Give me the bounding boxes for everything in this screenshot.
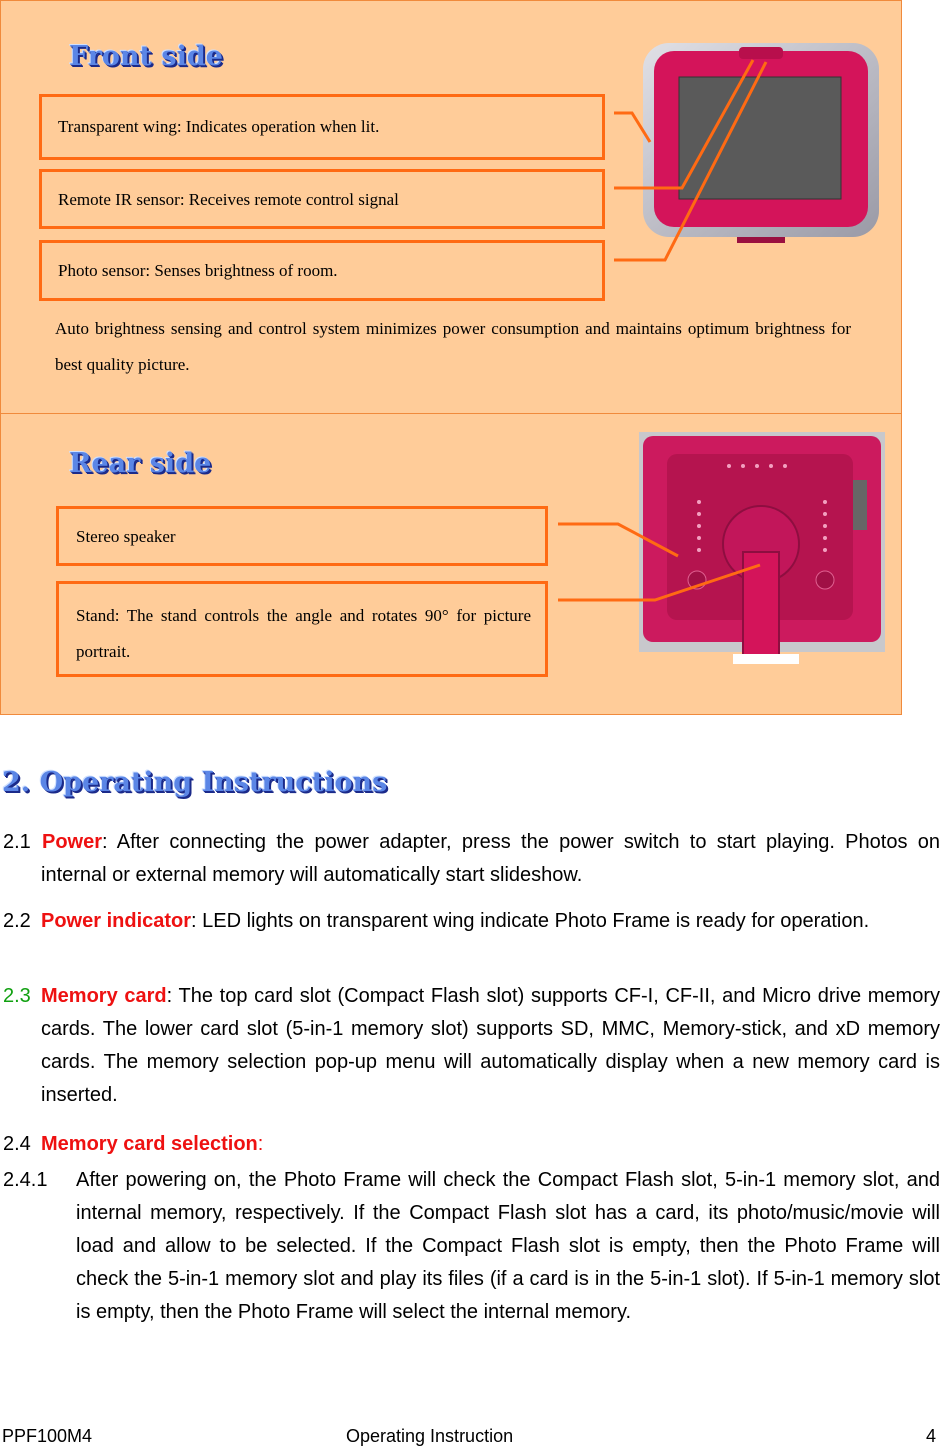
rear-side-panel	[0, 413, 902, 715]
item-power-on-check	[0, 1164, 940, 1329]
stand-callout	[56, 581, 548, 677]
transparent-wing-text: Transparent wing: Indicates operation when lit.	[58, 117, 380, 136]
item-text: : The top card slot (Compact Flash slot) supports CF-I, CF-II, and Micro drive memory cards. The lower card slot (5-in-1 memory slot) supports SD, MMC, Memory-stick, and xD memory cards. The memory selection pop-up menu will automatically display when a new memory card is inserted.	[41, 985, 940, 1106]
front-side-panel	[0, 0, 902, 414]
item-text: : After connecting the power adapter, press the power switch to start playing. Photos on internal or external memory will automatically start slideshow.	[41, 831, 940, 886]
footer-doc-title: Operating Instruction	[346, 1426, 514, 1446]
item-number: 2.2	[3, 910, 31, 932]
auto-brightness-description: Auto brightness sensing and control system minimizes power consumption and maintains optimum brightness for best quality picture.	[55, 319, 851, 374]
item-text: After powering on, the Photo Frame will check the Compact Flash slot, 5-in-1 memory slot, and internal memory, respectively. If the Compact Flash slot has a card, its photo/music/movie will load and allow to be selected. If the Compact Flash slot is empty, then the Photo Frame will check the 5-in-1 memory slot and play its files (if a card is in the 5-in-1 slot). If 5-in-1 memory slot is empty, then the Photo Frame will select the internal memory.	[76, 1169, 940, 1323]
item-label: Memory card	[41, 985, 167, 1007]
item-label: Memory card selection	[41, 1133, 258, 1155]
stand-text: Stand: The stand controls the angle and rotates 90° for picture portrait.	[76, 606, 531, 661]
operating-instructions-heading: 2. Operating Instructions	[2, 767, 388, 798]
stereo-speaker-callout	[56, 506, 548, 566]
front-photo-frame-image	[641, 41, 881, 246]
rear-side-heading: Rear side	[69, 448, 212, 479]
item-label: Power indicator	[41, 910, 192, 932]
photo-sensor-text: Photo sensor: Senses brightness of room.	[58, 261, 338, 280]
item-text: : LED lights on transparent wing indicate Photo Frame is ready for operation.	[191, 910, 870, 932]
item-text: :	[257, 1133, 264, 1155]
rear-photo-frame-image	[639, 432, 885, 666]
stereo-speaker-text: Stereo speaker	[76, 527, 176, 546]
remote-ir-sensor-callout	[39, 169, 605, 229]
item-power-indicator	[0, 905, 940, 938]
front-side-heading: Front side	[69, 41, 223, 72]
item-memory-card-selection	[0, 1128, 940, 1161]
footer-page-number: 4	[926, 1426, 937, 1446]
footer-model: PPF100M4	[2, 1426, 93, 1446]
remote-ir-sensor-text: Remote IR sensor: Receives remote control signal	[58, 190, 399, 209]
item-number: 2.4	[3, 1133, 31, 1155]
item-number: 2.3	[3, 985, 31, 1007]
item-label: Power	[42, 831, 103, 853]
photo-sensor-callout	[39, 240, 605, 301]
item-power	[0, 826, 940, 892]
transparent-wing-callout	[39, 94, 605, 160]
item-number: 2.1	[3, 831, 31, 853]
item-memory-card	[0, 980, 940, 1112]
item-number: 2.4.1	[3, 1169, 48, 1191]
